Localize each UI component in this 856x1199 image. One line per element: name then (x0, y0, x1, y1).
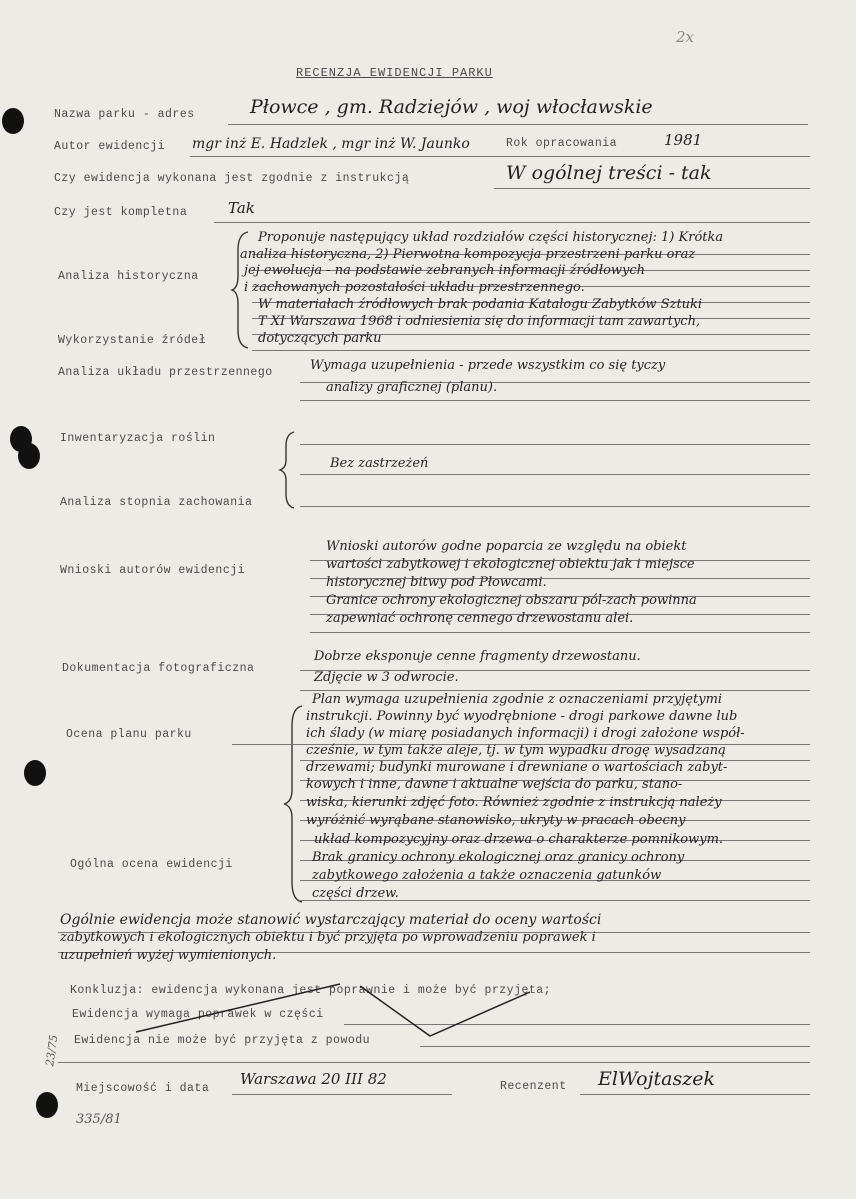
author-line (190, 156, 810, 157)
instruction-label: Czy ewidencja wykonana jest zgodnie z instrukcją (54, 172, 410, 185)
sources-label: Wykorzystanie źródeł (58, 334, 207, 347)
place-date-label: Miejscowość i data (76, 1082, 210, 1095)
summary-text-line: zabytkowych i ekologicznych obiektu i być przyjęta po wprowadzeniu poprawek i (60, 930, 596, 945)
complete-line (214, 222, 810, 223)
verdict-option-rejected: Ewidencja nie może być przyjęta z powodu (74, 1034, 371, 1047)
reviewer-label: Recenzent (500, 1080, 567, 1093)
author-label: Autor ewidencji (54, 140, 166, 153)
instruction-line (494, 188, 810, 189)
photos-text-line: Dobrze eksponuje cenne fragmenty drzewostanu. (314, 649, 641, 664)
plants-label: Inwentaryzacja roślin (60, 432, 216, 445)
spatial-text-line: analizy graficznej (planu). (326, 380, 498, 395)
park-name-line (228, 124, 808, 125)
plan-text-line: instrukcji. Powinny być wyodrębnione - drogi parkowe dawne lub (306, 709, 738, 724)
historical-text-line: analiza historyczna, 2) Pierwotna kompozycja przestrzeni parku oraz (240, 247, 696, 262)
archive-number: 335/81 (76, 1112, 122, 1127)
corner-mark: 2x (676, 28, 695, 46)
reviewer-signature: ElWojtaszek (598, 1068, 715, 1090)
instruction-value: W ogólnej treści - tak (506, 162, 712, 184)
conclusions-label: Wnioski autorów ewidencji (60, 564, 246, 577)
margin-note: 23/75 (43, 1033, 61, 1068)
historical-text-line: T XI Warszawa 1968 i odniesienia się do informacji tam zawartych, (258, 314, 701, 329)
summary-text-line: uzupełnień wyżej wymienionych. (60, 948, 277, 963)
verdict-line (58, 1062, 810, 1063)
photos-label: Dokumentacja fotograficzna (62, 662, 255, 675)
plan-text-line: drzewami; budynki murowane i drewniane o wartościach zabyt- (306, 760, 728, 775)
plan-text-line: zabytkowego założenia a także oznaczenia gatunków (312, 868, 662, 883)
plan-text-line: części drzew. (312, 886, 399, 901)
conclusions-text-line: wartości zabytkowej i ekologicznej obiektu jak i miejsce (326, 557, 695, 572)
plan-text-line: układ kompozycyjny oraz drzewa o charakterze pomnikowym. (314, 832, 724, 847)
plants-value: Bez zastrzeżeń (330, 456, 429, 471)
place-date-value: Warszawa 20 III 82 (240, 1070, 387, 1088)
plan-text-line: kowych i inne, dawne i aktualne wejścia do parku, stano- (306, 777, 683, 792)
punch-hole (18, 443, 40, 469)
author-value: mgr inż E. Hadzlek , mgr inż W. Jaunko (192, 136, 470, 152)
plan-label: Ocena planu parku (66, 728, 192, 741)
conclusions-text-line: historycznej bitwy pod Płowcami. (326, 575, 547, 590)
plants-line (300, 506, 810, 507)
spatial-label: Analiza układu przestrzennego (58, 366, 273, 379)
conclusions-text-line: Wnioski autorów godne poparcia ze względu na obiekt (326, 539, 687, 554)
photos-text-line: Zdjęcie w 3 odwrocie. (314, 670, 459, 685)
verdict-option-corrections: Ewidencja wymaga poprawek w części (72, 1008, 324, 1021)
plan-text-line: Brak granicy ochrony ekologicznej oraz granicy ochrony (312, 850, 685, 865)
conclusions-text-line: Granice ochrony ekologicznej obszaru pól-zach powinna (326, 593, 697, 608)
spatial-line (300, 400, 810, 401)
historical-label: Analiza historyczna (58, 270, 199, 283)
preservation-label: Analiza stopnia zachowania (60, 496, 253, 509)
punch-hole (36, 1092, 58, 1118)
year-label: Rok opracowania (506, 137, 618, 150)
verdict-option-accepted: Konkluzja: ewidencja wykonana jest poprawnie i może być przyjęta; (70, 984, 552, 997)
plan-text-line: Plan wymaga uzupełnienia zgodnie z oznaczeniami przyjętymi (312, 692, 723, 707)
form-title: RECENZJA EWIDENCJI PARKU (296, 66, 493, 80)
spatial-text-line: Wymaga uzupełnienia - przede wszystkim co się tyczy (310, 358, 666, 373)
plan-brace (284, 704, 306, 904)
complete-value: Tak (228, 199, 255, 217)
complete-label: Czy jest kompletna (54, 206, 188, 219)
park-name-label: Nazwa parku - adres (54, 108, 195, 121)
place-date-line (232, 1094, 452, 1095)
plan-text-line: cześnie, w tym także aleje, tj. w tym wypadku drogę wysadzaną (306, 743, 726, 758)
punch-hole (2, 108, 24, 134)
reviewer-line (580, 1094, 810, 1095)
historical-line (252, 350, 810, 351)
park-name-value: Płowce , gm. Radziejów , woj włocławskie (250, 96, 653, 118)
historical-text-line: jej ewolucja - na podstawie zebranych informacji źródłowych (244, 263, 646, 278)
conclusions-text-line: zapewniać ochronę cennego drzewostanu alei. (326, 611, 634, 626)
conclusions-line (310, 632, 810, 633)
plan-text-line: wyróżnić wyrąbane stanowisko, ukryty w pracach obecny (306, 813, 686, 828)
plants-brace (280, 430, 300, 510)
plants-line (300, 444, 810, 445)
historical-text-line: dotyczących parku (258, 331, 382, 346)
overall-label: Ogólna ocena ewidencji (70, 858, 233, 871)
summary-text-line: Ogólnie ewidencja może stanowić wystarczający materiał do oceny wartości (60, 912, 602, 928)
historical-text-line: W materiałach źródłowych brak podania Katalogu Zabytków Sztuki (258, 297, 703, 312)
year-value: 1981 (664, 131, 703, 149)
plan-text-line: wiska, kierunki zdjęć foto. Również zgodnie z instrukcją należy (306, 795, 722, 810)
historical-text-line: Proponuje następujący układ rozdziałów części historycznej: 1) Krótka (258, 230, 724, 245)
plants-line (300, 474, 810, 475)
plan-text-line: ich ślady (w miarę posiadanych informacji) i drogi założone współ- (306, 726, 745, 741)
historical-text-line: i zachowanych pozostałości układu przestrzennego. (244, 280, 585, 295)
verdict-strike-mark (130, 980, 550, 1060)
punch-hole (24, 760, 46, 786)
photos-line (300, 690, 810, 691)
